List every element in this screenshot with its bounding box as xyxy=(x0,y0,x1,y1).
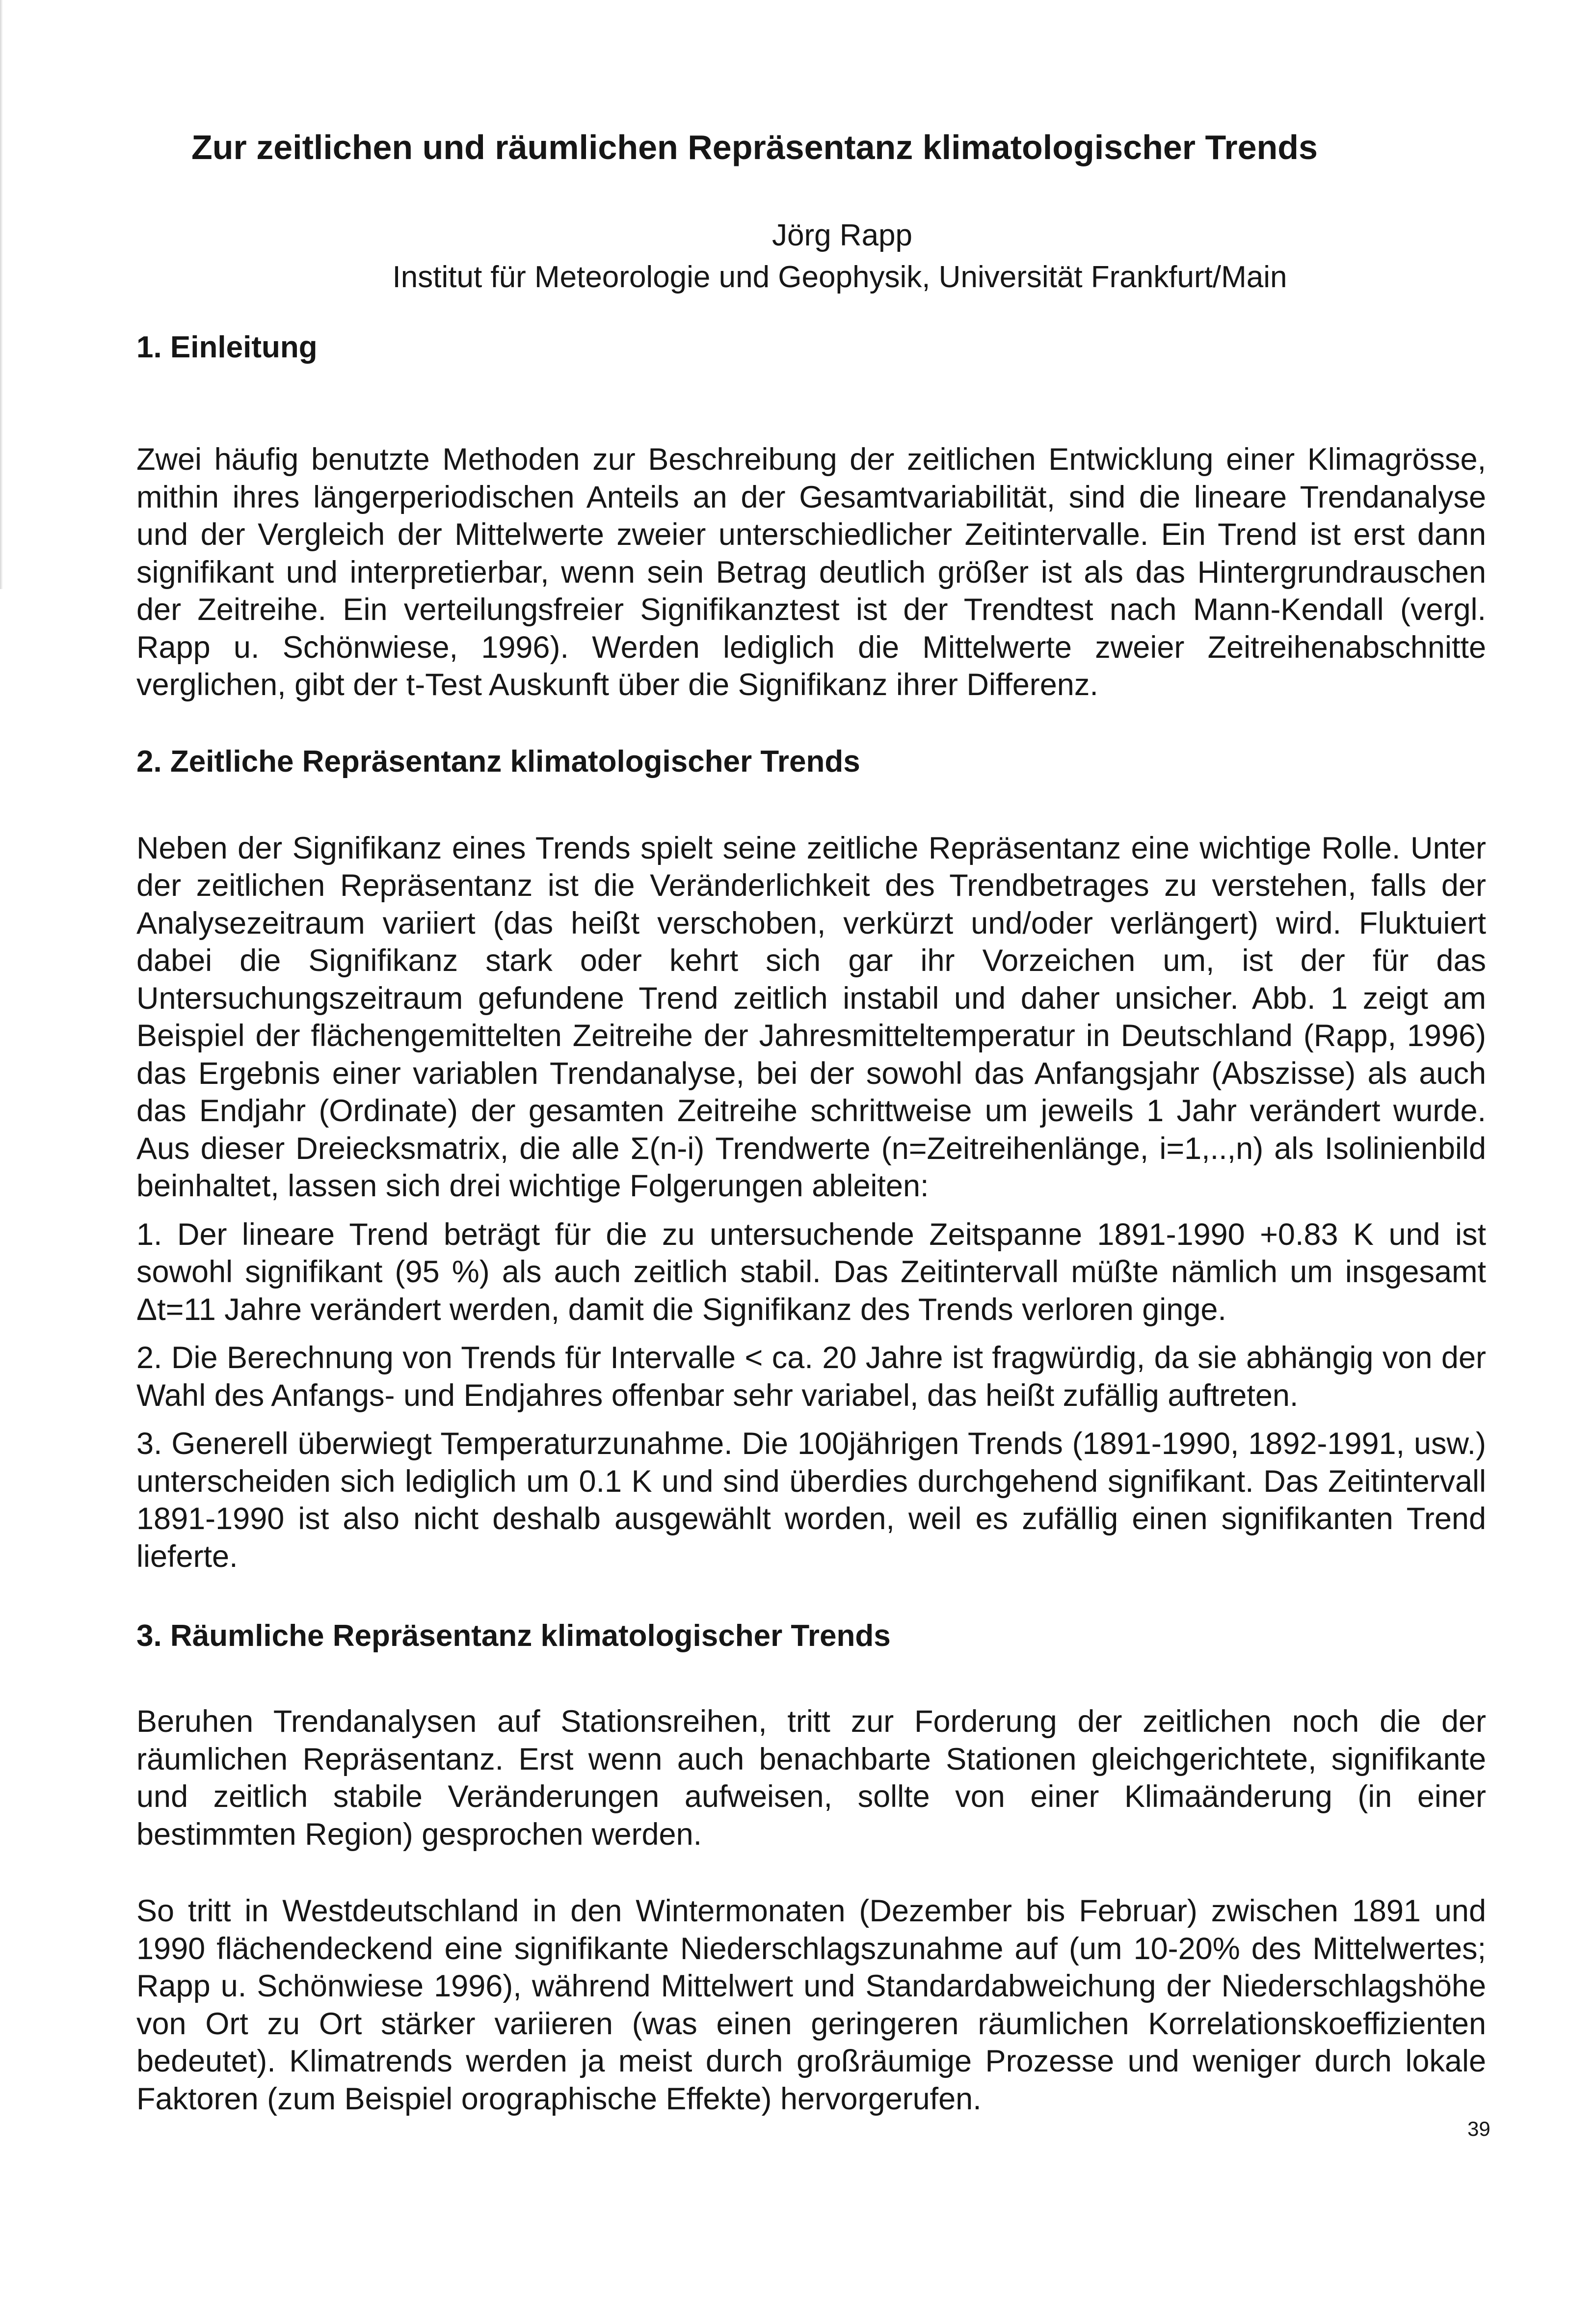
section-heading: 2. Zeitliche Repräsentanz klimatologischer Trends xyxy=(136,744,860,779)
paragraph: So tritt in Westdeutschland in den Wintermonaten (Dezember bis Februar) zwischen 1891 und 1990 flächendeckend eine signifikante Niederschlagszunahme auf (um 10-20% des Mittelwertes; Rapp u. Schönwiese 1996), während Mittelwert und Standardabweichung der Niederschlagshöhe von Ort zu Ort stärker variieren (was einen geringeren räumlichen Korrelationskoeffizienten bedeutet). Klimatrends werden ja meist durch großräumige Prozesse und weniger durch lokale Faktoren (zum Beispiel orographische Effekte) hervorgerufen. xyxy=(136,1894,1486,2116)
list-item: 3. Generell überwiegt Temperaturzunahme. Die 100jährigen Trends (1891-1990, 1892-1991, usw.) unterscheiden sich lediglich um 0.1 K und sind überdies durchgehend signifikant. Das Zeitintervall 1891-1990 ist also nicht deshalb ausgewählt worden, weil es zufällig einen signifikanten Trend lieferte. xyxy=(136,1427,1486,1574)
author-affiliation: Institut für Meteorologie und Geophysik, Universität Frankfurt/Main xyxy=(392,260,1287,294)
page-number: 39 xyxy=(1467,2117,1490,2140)
section-heading: 1. Einleitung xyxy=(136,330,318,364)
section-heading: 3. Räumliche Repräsentanz klimatologischer Trends xyxy=(136,1619,891,1653)
paragraph: Neben der Signifikanz eines Trends spielt seine zeitliche Repräsentanz eine wichtige Rolle. Unter der zeitlichen Repräsentanz ist die Veränderlichkeit des Trendbetrages zu verstehen, falls der Analysezeitraum variiert (das heißt verschoben, verkürzt und/oder verlängert) wird. Fluktuiert dabei die Signifikanz stark oder kehrt sich gar ihr Vorzeichen um, ist der für das Untersuchungszeitraum gefundene Trend zeitlich instabil und daher unsicher. Abb. 1 zeigt am Beispiel der flächengemittelten Zeitreihe der Jahresmitteltemperatur in Deutschland (Rapp, 1996) das Ergebnis einer variablen Trendanalyse, bei der sowohl das Anfangsjahr (Abszisse) als auch das Endjahr (Ordinate) der gesamten Zeitreihe schrittweise um jeweils 1 Jahr verändert wurde. Aus dieser Dreiecksmatrix, die alle Σ(n-i) Trendwerte (n=Zeitreihenlänge, i=1,..,n) als Isolinienbild beinhaltet, lassen sich drei wichtige Folgerungen ableiten: xyxy=(136,831,1486,1203)
section-temporal-representativeness xyxy=(136,742,1486,1576)
section-spatial-representativeness xyxy=(136,1616,1486,2118)
paragraph: Beruhen Trendanalysen auf Stationsreihen, tritt zur Forderung der zeitlichen noch die der räumlichen Repräsentanz. Erst wenn auch benachbarte Stationen gleichgerichtete, signifikante und zeitlich stabile Veränderungen aufweisen, sollte von einer Klimaänderung (in einer bestimmten Region) gesprochen werden. xyxy=(136,1704,1486,1852)
section-introduction xyxy=(136,328,1486,704)
paper-body xyxy=(136,328,1486,2118)
paragraph: Zwei häufig benutzte Methoden zur Beschreibung der zeitlichen Entwicklung einer Klimagrösse, mithin ihres längerperiodischen Anteils an der Gesamtvariabilität, sind die lineare Trendanalyse und der Vergleich der Mittelwerte zweier unterschiedlicher Zeitintervalle. Ein Trend ist erst dann signifikant und interpretierbar, wenn sein Betrag deutlich größer ist als das Hintergrundrauschen der Zeitreihe. Ein verteilungsfreier Signifikanztest ist der Trendtest nach Mann-Kendall (vergl. Rapp u. Schönwiese, 1996). Werden lediglich die Mittelwerte zweier Zeitreihenabschnitte verglichen, gibt der t-Test Auskunft über die Signifikanz ihrer Differenz. xyxy=(136,442,1486,702)
author-name: Jörg Rapp xyxy=(771,218,913,252)
paper-title: Zur zeitlichen und räumlichen Repräsentanz klimatologischer Trends xyxy=(191,128,1318,166)
list-item: 1. Der lineare Trend beträgt für die zu untersuchende Zeitspanne 1891-1990 +0.83 K und ist sowohl signifikant (95 %) als auch zeitlich stabil. Das Zeitintervall müßte nämlich um insgesamt Δt=11 Jahre verändert werden, damit die Signifikanz des Trends verloren ginge. xyxy=(136,1217,1486,1327)
list-item: 2. Die Berechnung von Trends für Intervalle < ca. 20 Jahre ist fragwürdig, da sie abhängig von der Wahl des Anfangs- und Endjahres offenbar sehr variabel, das heißt zufällig auftreten. xyxy=(136,1341,1486,1413)
